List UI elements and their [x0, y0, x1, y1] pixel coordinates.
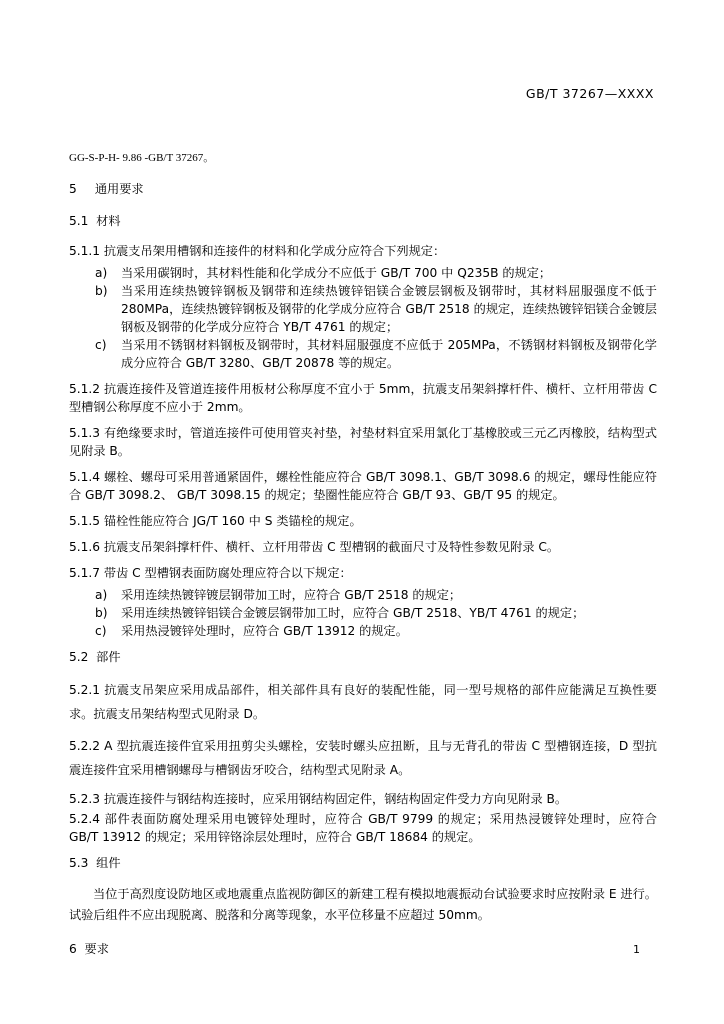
clause-5-2-3: 5.2.3 抗震连接件与钢结构连接时，应采用钢结构固定件，钢结构固定件受力方向见附录 B。	[69, 792, 568, 806]
list-item	[69, 604, 657, 622]
list-text: 当采用连续热镀锌钢板及钢带和连续热镀锌铝镁合金镀层钢板及钢带时，其材料屈服强度不低于 280MPa，连续热镀锌钢板及钢带的化学成分应符合 GB/T 2518 的规定，连续热镀锌铝镁合金镀层钢板及钢带的化学成分应符合 YB/T 4761 的规定；	[121, 284, 657, 334]
section-number: 5.1	[69, 214, 89, 228]
clause-5-1-7-list	[69, 586, 657, 640]
list-marker: a)	[95, 588, 108, 602]
clause-5-1-4: 5.1.4 螺栓、螺母可采用普通紧固件，螺栓性能应符合 GB/T 3098.1、GB/T 3098.6 的规定，螺母性能应符合 GB/T 3098.2、 GB/T 3098.15 的规定；垫圈性能应符合 GB/T 93、GB/T 95 的规定。	[69, 470, 657, 502]
section-number: 5.3	[69, 856, 89, 870]
list-marker: c)	[95, 624, 107, 638]
section-number: 5.2	[69, 650, 89, 664]
list-text: 采用连续热镀锌铝镁合金镀层钢带加工时，应符合 GB/T 2518、YB/T 4761 的规定；	[121, 606, 585, 620]
code-line: GG-S-P-H- 9.86 -GB/T 37267。	[69, 152, 215, 164]
page-number: 1	[633, 943, 640, 956]
clause-5-3-text: 当位于高烈度设防地区或地震重点监视防御区的新建工程有模拟地震振动台试验要求时应按附录 E 进行。试验后组件不应出现脱离、脱落和分离等现象，水平位移量不应超过 50mm。	[69, 887, 657, 922]
list-text: 采用连续热镀锌镀层钢带加工时，应符合 GB/T 2518 的规定；	[121, 588, 462, 602]
section-title: 材料	[96, 214, 121, 228]
doc-number-header: GB/T 37267—XXXX	[525, 86, 654, 101]
list-item	[69, 336, 657, 372]
clause-5-1-5: 5.1.5 锚栓性能应符合 JG/T 160 中 S 类锚栓的规定。	[69, 514, 362, 528]
clause-5-1-1: 5.1.1 抗震支吊架用槽钢和连接件的材料和化学成分应符合下列规定：	[69, 244, 446, 258]
section-title: 通用要求	[94, 182, 144, 196]
list-item	[69, 622, 657, 640]
header-divider	[68, 108, 656, 109]
section-title: 部件	[96, 650, 121, 664]
list-item	[69, 282, 657, 336]
list-text: 当采用不锈钢材料钢板及钢带时，其材料屈服强度不应低于 205MPa，不锈钢材料钢板及钢带化学成分应符合 GB/T 3280、GB/T 20878 等的规定。	[121, 338, 657, 370]
clause-5-1-1-list	[69, 264, 657, 372]
section-5-3-heading	[69, 854, 657, 872]
section-5-2-heading	[69, 648, 657, 666]
clause-5-1-3: 5.1.3 有绝缘要求时，管道连接件可使用管夹衬垫，衬垫材料宜采用氯化丁基橡胶或三元乙丙橡胶，结构型式见附录 B。	[69, 426, 657, 458]
list-item	[69, 264, 657, 282]
clause-5-2-4: 5.2.4 部件表面防腐处理采用电镀锌处理时，应符合 GB/T 9799 的规定；采用热浸镀锌处理时，应符合 GB/T 13912 的规定；采用锌铬涂层处理时，应符合 GB/T 18684 的规定。	[69, 812, 657, 844]
section-number: 6	[69, 942, 77, 956]
list-marker: b)	[95, 606, 108, 620]
clause-5-2-1: 5.2.1 抗震支吊架应采用成品部件，相关部件具有良好的装配性能，同一型号规格的部件应能满足互换性要求。抗震支吊架结构型式见附录 D。	[69, 683, 657, 721]
section-title: 要求	[84, 942, 109, 956]
section-title: 组件	[96, 856, 121, 870]
section-5-heading	[69, 180, 657, 198]
list-marker: c)	[95, 338, 107, 352]
list-marker: b)	[95, 284, 108, 298]
list-item	[69, 586, 657, 604]
section-5-1-heading	[69, 212, 657, 230]
clause-5-2-2: 5.2.2 A 型抗震连接件宜采用扭剪尖头螺栓，安装时螺头应扭断，且与无背孔的带齿 C 型槽钢连接，D 型抗震连接件宜采用槽钢螺母与槽钢齿牙咬合，结构型式见附录 A。	[69, 739, 657, 777]
section-6-heading	[69, 940, 657, 958]
list-text: 当采用碳钢时，其材料性能和化学成分不应低于 GB/T 700 中 Q235B 的规定；	[121, 266, 552, 280]
clause-5-1-7: 5.1.7 带齿 C 型槽钢表面防腐处理应符合以下规定：	[69, 566, 352, 580]
clause-5-1-6: 5.1.6 抗震支吊架斜撑杆件、横杆、立杆用带齿 C 型槽钢的截面尺寸及特性参数见附录 C。	[69, 540, 560, 554]
clause-5-1-2: 5.1.2 抗震连接件及管道连接件用板材公称厚度不宜小于 5mm，抗震支吊架斜撑杆件、横杆、立杆用带齿 C 型槽钢公称厚度不应小于 2mm。	[69, 382, 657, 414]
document-body	[69, 180, 657, 970]
list-text: 采用热浸镀锌处理时，应符合 GB/T 13912 的规定。	[121, 624, 408, 638]
list-marker: a)	[95, 266, 108, 280]
section-number: 5	[69, 182, 77, 196]
